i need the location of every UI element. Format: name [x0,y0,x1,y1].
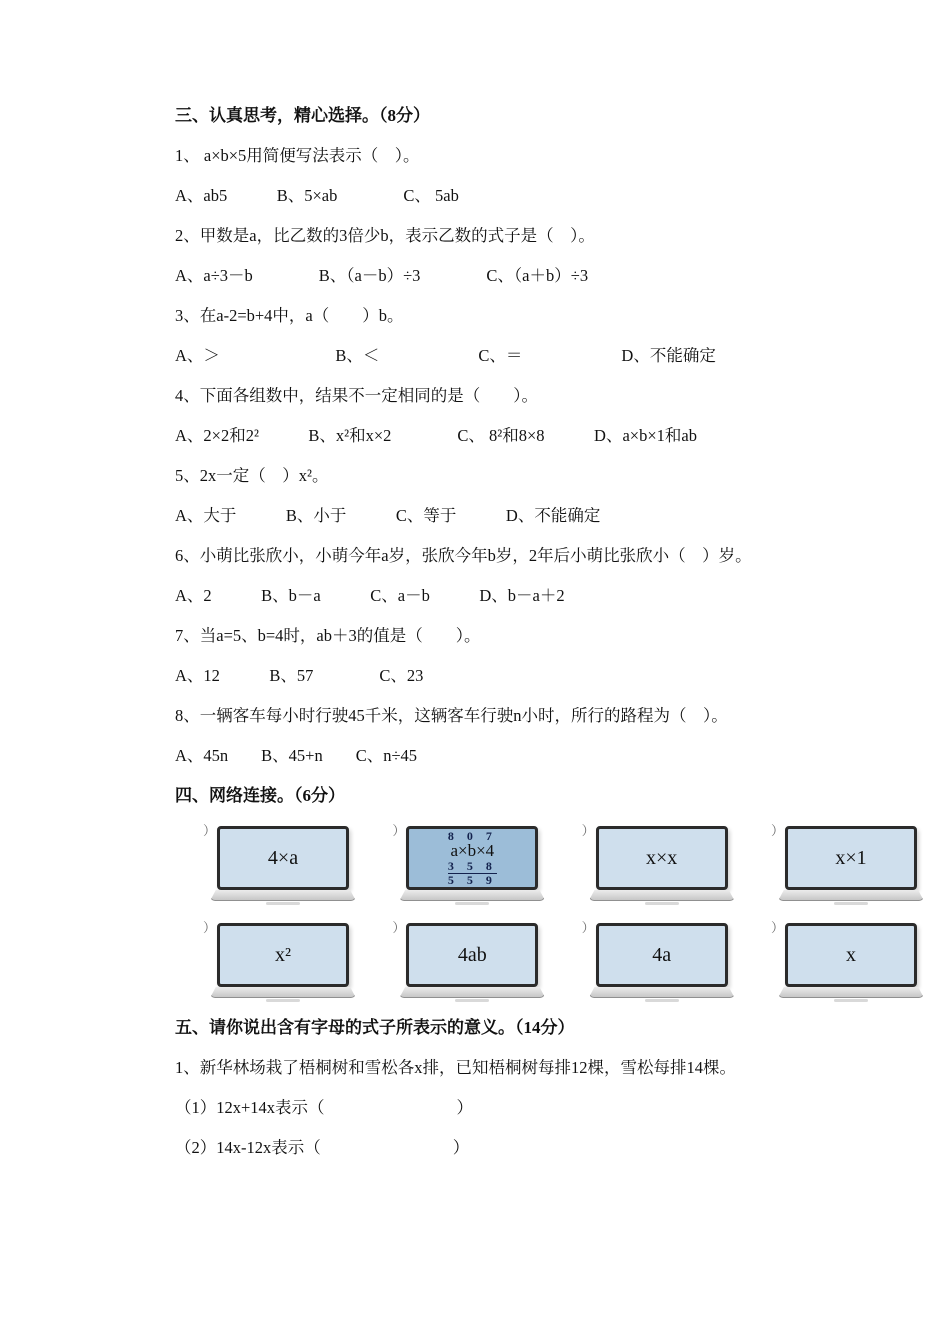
laptop-expression: x [845,943,856,966]
question-text: 1、新华林场栽了梧桐树和雪松各x排，已知梧桐树每排12棵，雪松每排14棵。 [175,1058,736,1077]
scan-artifact-mark: ） [581,823,595,838]
laptop-keyboard [778,890,924,901]
scan-artifact-mark: ） [392,823,406,838]
laptop-row-2 [203,920,917,1002]
sub-question-text: （1）12x+14x表示（ ） [175,1098,474,1117]
laptop-expression: x×1 [835,846,867,869]
options-text: A、＞ B、＜ C、＝ D、不能确定 [175,346,716,365]
scan-artifact-mark: ） [203,920,217,935]
laptop-touchpad [455,999,489,1002]
options-text: A、2×2和2² B、x²和x×2 C、 8²和8×8 D、a×b×1和ab [175,426,697,445]
laptop-row-1 [203,823,917,905]
section5-title: 五、请你说出含有字母的式子所表示的意义。（14分） [175,1018,575,1037]
scan-artifact-mark: ） [392,920,406,935]
laptop-card [392,823,538,905]
question-text: 4、下面各组数中，结果不一定相同的是（ ）。 [175,386,538,405]
laptop-touchpad [455,902,489,905]
laptop-expression: a×b×4 [450,841,495,861]
laptop-screen [406,923,538,987]
laptop-touchpad [834,902,868,905]
laptop-touchpad [645,902,679,905]
sub-question-text: （2）14x-12x表示（ ） [175,1138,470,1157]
laptop-keyboard [778,987,924,998]
laptop-screen [785,826,917,890]
laptop-keyboard [210,890,356,901]
scan-artifact-mark: ） [581,920,595,935]
laptop-touchpad [834,999,868,1002]
laptop-keyboard [589,890,735,901]
options-text: A、a÷3－b B、（a－b）÷3 C、（a＋b）÷3 [175,266,589,285]
question-text: 8、一辆客车每小时行驶45千米，这辆客车行驶n小时，所行的路程为（ ）。 [175,706,728,725]
laptop-card [203,920,349,1002]
question-text: 2、甲数是a，比乙数的3倍少b，表示乙数的式子是（ ）。 [175,226,595,245]
scan-artifact-mark: ） [770,823,784,838]
question-text: 6、小萌比张欣小，小萌今年a岁，张欣今年b岁，2年后小萌比张欣小（ ）岁。 [175,546,752,565]
laptop-expression: x×x [646,846,678,869]
question-text: 1、 a×b×5用简便写法表示（ ）。 [175,146,420,165]
worksheet-page [175,96,920,1168]
options-text: A、ab5 B、5×ab C、 5ab [175,186,459,205]
laptop-touchpad [266,999,300,1002]
options-text: A、大于 B、小于 C、等于 D、不能确定 [175,506,601,525]
laptop-screen [217,923,349,987]
scan-artifact-mark: ） [203,823,217,838]
laptop-card [581,823,728,905]
options-text: A、2 B、b－a C、a－b D、b－a＋2 [175,586,565,605]
laptop-touchpad [645,999,679,1002]
laptop-card [392,920,538,1002]
laptop-keyboard [399,987,545,998]
laptop-screen [785,923,917,987]
options-text: A、45n B、45+n C、n÷45 [175,746,418,765]
laptop-expression: 4a [652,943,672,966]
handwritten-number: 5 5 9 [447,872,497,887]
laptop-touchpad [266,902,300,905]
laptop-card [770,823,917,905]
laptop-screen [406,826,538,890]
laptop-expression: x² [275,943,291,966]
laptop-keyboard [589,987,735,998]
section3-title: 三、认真思考，精心选择。（8分） [175,106,430,125]
question-text: 7、当a=5、b=4时，ab＋3的值是（ ）。 [175,626,481,645]
question-text: 5、2x一定（ ）x²。 [175,466,329,485]
laptop-card [770,920,917,1002]
question-text: 3、在a-2=b+4中，a（ ）b。 [175,306,404,325]
section4-title: 四、网络连接。（6分） [175,786,345,805]
laptop-keyboard [210,987,356,998]
laptop-card [203,823,349,905]
handwritten-number: 8 0 7 [447,828,497,843]
laptop-card [581,920,728,1002]
scan-artifact-mark: ） [770,920,784,935]
options-text: A、12 B、57 C、23 [175,666,424,685]
laptop-expression: 4ab [457,943,487,966]
laptop-screen [596,923,728,987]
laptop-keyboard [399,890,545,901]
handwritten-number: 3 5 8 [447,859,497,874]
laptop-screen [596,826,728,890]
laptop-screen [217,826,349,890]
laptop-expression: 4×a [267,846,299,869]
